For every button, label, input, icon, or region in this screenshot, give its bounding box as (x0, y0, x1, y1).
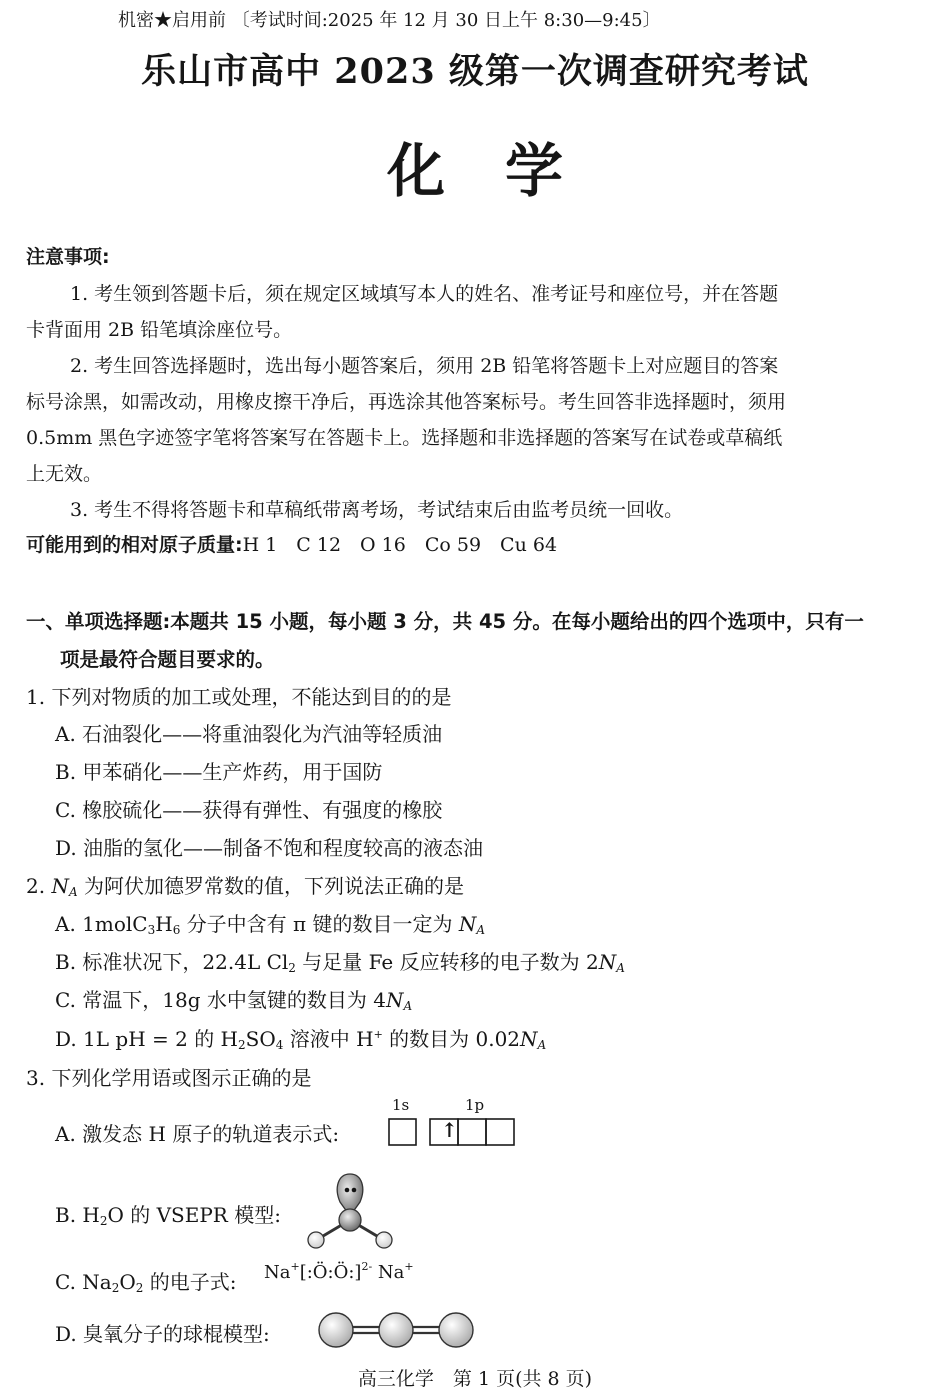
q2-option-c (55, 984, 412, 1013)
q2-na-sub: A (68, 885, 78, 899)
orbital-box-1p-3 (486, 1119, 514, 1145)
q2-c-pre: C. 常温下，18g 水中氢键的数目为 4 (55, 988, 386, 1012)
q3-b-sub: 2 (99, 1214, 108, 1228)
q3-c-sub2: 2 (135, 1281, 144, 1295)
notice-line-6: 上无效。 (26, 463, 103, 485)
q3-option-d: D. 臭氧分子的球棍模型: (55, 1322, 270, 1346)
q1-option-d: D. 油脂的氢化——制备不饱和程度较高的液态油 (55, 836, 484, 860)
section1-line1: 一、单项选择题:本题共 15 小题，每小题 3 分，共 45 分。在每小题给出的四个选项中，只有一 (26, 610, 864, 633)
lone-pair-dot-right (352, 1188, 357, 1193)
q3-c-o: O (119, 1270, 136, 1294)
oxygen-atom (339, 1209, 361, 1231)
q2-option-a (55, 908, 485, 937)
q2-b-rest: 与足量 Fe 反应转移的电子数为 2 (302, 950, 599, 974)
notice-line-4: 标号涂黑，如需改动，用橡皮擦干净后，再选涂其他答案标号。考生回答非选择题时，须用 (26, 391, 787, 413)
exam-meta-line: 机密★启用前 〔考试时间:2025 年 12 月 30 日上午 8:30—9:45〕 (118, 10, 661, 31)
formula-peroxide: [:Ö:Ö:] (299, 1262, 362, 1283)
q2-stem-text: 为阿伏加德罗常数的值，下列说法正确的是 (83, 874, 464, 898)
formula-plus-right: + (404, 1260, 414, 1273)
ozone-ball-stick-model (318, 1310, 478, 1350)
q3-c-sub1: 2 (111, 1281, 120, 1295)
q2-d-sup: + (373, 1028, 383, 1041)
q2-a-na: N (458, 912, 477, 936)
vsepr-model-diagram (304, 1172, 404, 1252)
formula-plus-left: + (290, 1260, 300, 1273)
q3-option-b (55, 1199, 281, 1228)
q3-stem: 3. 下列化学用语或图示正确的是 (26, 1066, 312, 1090)
atomic-mass-label: 可能用到的相对原子质量: (26, 534, 243, 556)
q2-a-rest: 分子中含有 π 键的数目一定为 (186, 912, 453, 936)
notice-line-3: 2. 考生回答选择题时，选出每小题答案后，须用 2B 铅笔将答题卡上对应题目的答案 (70, 355, 779, 377)
q2-d-sub1: 2 (238, 1038, 246, 1052)
q3-option-a: A. 激发态 H 原子的轨道表示式: (55, 1122, 340, 1146)
q2-d-mid: 溶液中 H (289, 1027, 374, 1051)
q2-c-na-sub: A (403, 999, 413, 1013)
up-arrow-icon: ↑ (441, 1118, 458, 1142)
q1-option-a: A. 石油裂化——将重油裂化为汽油等轻质油 (55, 722, 443, 746)
notice-line-7: 3. 考生不得将答题卡和草稿纸带离考场，考试结束后由监考员统一回收。 (70, 499, 684, 521)
orbital-box-1p-2 (458, 1119, 486, 1145)
q2-na-symbol: N (51, 874, 69, 898)
q2-number: 2. (26, 874, 46, 898)
q2-stem (26, 870, 464, 899)
subject-text: 化学 (386, 137, 623, 205)
q3-c-rest: 的电子式: (149, 1270, 237, 1294)
q2-d-sub2: 4 (275, 1038, 284, 1052)
q2-a-sub1: 3 (147, 923, 156, 937)
q2-d-rest: 的数目为 0.02 (389, 1027, 521, 1051)
atomic-mass-values: H 1 C 12 O 16 Co 59 Cu 64 (242, 534, 558, 556)
q3-b-rest: O 的 VSEPR 模型: (107, 1203, 281, 1227)
page-footer: 高三化学 第 1 页(共 8 页) (357, 1368, 593, 1390)
section1-line2: 项是最符合题目要求的。 (60, 648, 275, 671)
hydrogen-atom-left (308, 1232, 324, 1248)
notice-heading: 注意事项: (26, 246, 110, 268)
lone-pair-dot-left (345, 1188, 350, 1193)
q2-b-sub: 2 (288, 961, 296, 975)
q2-option-d (55, 1023, 546, 1052)
q2-d-pre: D. 1L pH = 2 的 H (55, 1027, 238, 1051)
exam-title: 乐山市高中 2023 级第一次调查研究考试 (141, 51, 809, 92)
orbital-box-1s (389, 1119, 416, 1145)
q2-d-na-sub: A (537, 1038, 547, 1052)
orbital-1p-label: 1p (465, 1096, 485, 1114)
notice-line-1: 1. 考生领到答题卡后，须在规定区域填写本人的姓名、准考证号和座位号，并在答题 (70, 283, 779, 305)
atomic-mass-row (26, 530, 557, 557)
q2-d-so: SO (245, 1027, 276, 1051)
formula-na-right: Na (377, 1262, 405, 1283)
q3-option-c (55, 1266, 237, 1295)
hydrogen-atom-right (376, 1232, 392, 1248)
q2-b-pre: B. 标准状况下，22.4L Cl (55, 950, 289, 974)
electron-formula (264, 1260, 414, 1283)
ozone-oxygen-3 (439, 1313, 473, 1347)
q2-option-b (55, 946, 625, 975)
ozone-oxygen-2 (379, 1313, 413, 1347)
subject-title (0, 124, 950, 208)
q2-d-na: N (520, 1027, 538, 1051)
notice-line-5: 0.5mm 黑色字迹签字笔将答案写在答题卡上。选择题和非选择题的答案写在试卷或草稿纸 (26, 427, 783, 449)
ozone-oxygen-1 (319, 1313, 353, 1347)
q1-option-b: B. 甲苯硝化——生产炸药，用于国防 (55, 760, 383, 784)
q1-stem: 1. 下列对物质的加工或处理，不能达到目的的是 (26, 685, 452, 709)
q2-c-na: N (386, 988, 404, 1012)
formula-na-left: Na (264, 1262, 291, 1283)
q1-option-c: C. 橡胶硫化——获得有弹性、有强度的橡胶 (55, 798, 443, 822)
notice-line-2: 卡背面用 2B 铅笔填涂座位号。 (26, 319, 293, 341)
q2-b-na: N (598, 950, 617, 974)
q2-a-pre: A. 1molC (55, 912, 148, 936)
q3-b-pre: B. H (55, 1203, 100, 1227)
q2-a-h: H (155, 912, 173, 936)
q3-c-pre: C. Na (55, 1270, 112, 1294)
q2-a-na-sub: A (476, 923, 486, 937)
q2-b-na-sub: A (616, 961, 625, 975)
formula-charge: 2- (361, 1260, 373, 1273)
q2-a-sub2: 6 (172, 923, 181, 937)
orbital-1s-label: 1s (392, 1096, 410, 1114)
